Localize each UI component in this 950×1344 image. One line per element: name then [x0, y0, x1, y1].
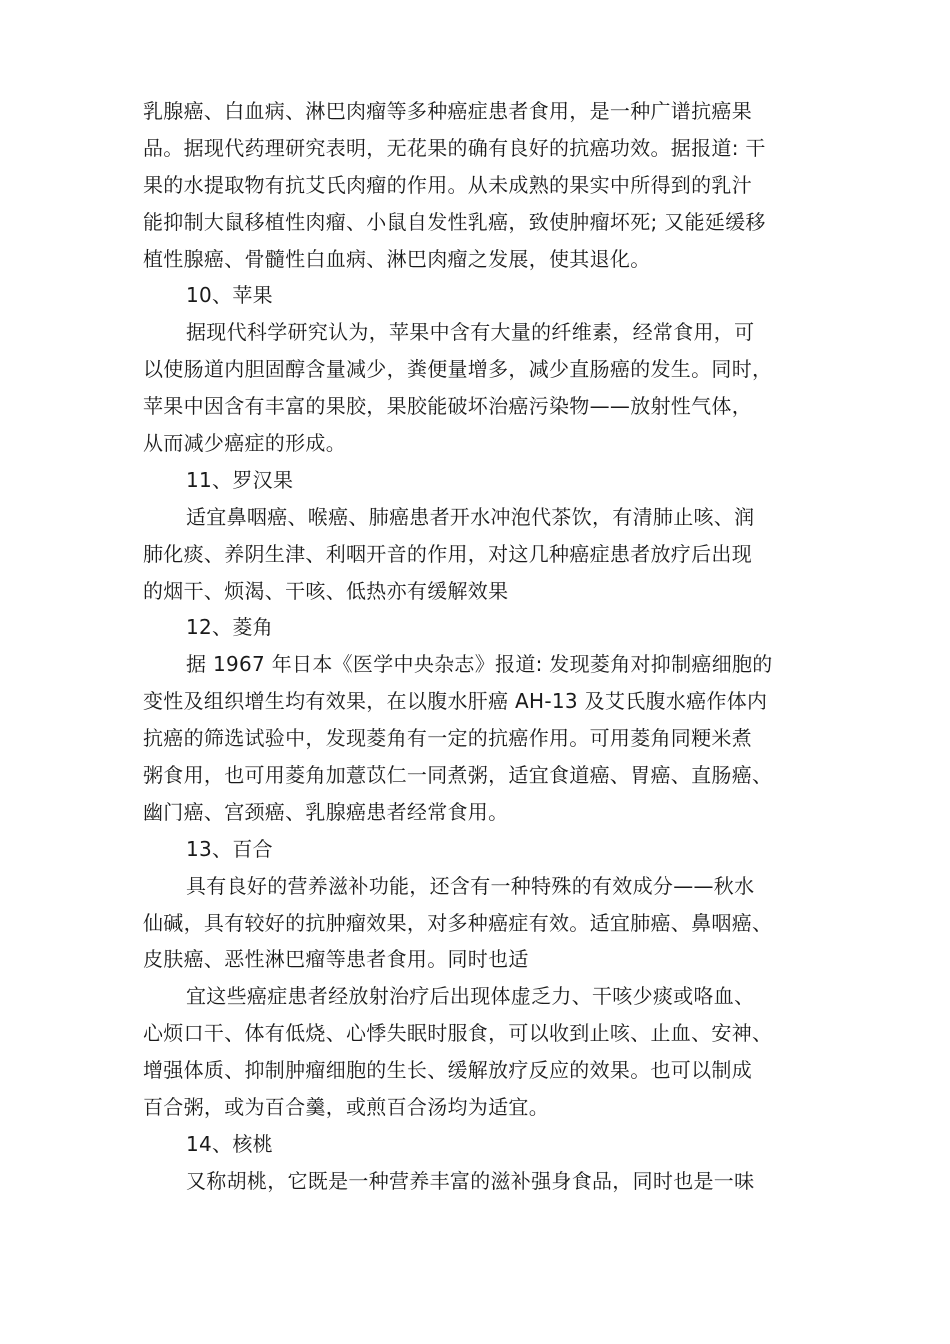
- section-heading-apple: 10、苹果: [186, 283, 273, 308]
- text-line: 宜这些癌症患者经放射治疗后出现体虚乏力、干咳少痰或咯血、: [186, 984, 755, 1009]
- text-line: 苹果中因含有丰富的果胶，果胶能破坏治癌污染物——放射性气体，: [143, 394, 752, 419]
- text-line: 皮肤癌、恶性淋巴瘤等患者食用。同时也适: [143, 947, 529, 972]
- text-line: 能抑制大鼠移植性肉瘤、小鼠自发性乳癌，致使肿瘤坏死; 又能延缓移: [143, 209, 766, 234]
- section-heading-walnut: 14、核桃: [186, 1131, 273, 1156]
- text-line: 抗癌的筛选试验中，发现菱角有一定的抗癌作用。可用菱角同粳米煮: [143, 726, 752, 751]
- text-line: 肺化痰、养阴生津、利咽开音的作用，对这几种癌症患者放疗后出现: [143, 541, 752, 566]
- section-heading-lily: 13、百合: [186, 836, 273, 861]
- text-line: 从而减少癌症的形成。: [143, 431, 346, 456]
- text-line: 增强体质、抑制肿瘤细胞的生长、缓解放疗反应的效果。也可以制成: [143, 1058, 752, 1083]
- text-line: 仙碱，具有较好的抗肿瘤效果，对多种癌症有效。适宜肺癌、鼻咽癌、: [143, 910, 773, 935]
- text-line: 据现代科学研究认为，苹果中含有大量的纤维素，经常食用，可: [186, 320, 755, 345]
- text-line: 乳腺癌、白血病、淋巴肉瘤等多种癌症患者食用，是一种广谱抗癌果: [143, 99, 752, 123]
- section-heading-water-chestnut: 12、菱角: [186, 615, 273, 640]
- text-line: 的烟干、烦渴、干咳、低热亦有缓解效果: [143, 578, 509, 603]
- text-line: 据 1967 年日本《医学中央杂志》报道: 发现菱角对抑制癌细胞的: [186, 652, 773, 677]
- text-line: 品。据现代药理研究表明，无花果的确有良好的抗癌功效。据报道: 干: [143, 135, 766, 160]
- section-heading-luohanguo: 11、罗汉果: [186, 467, 294, 492]
- text-line: 植性腺癌、骨髓性白血病、淋巴肉瘤之发展，使其退化。: [143, 246, 651, 271]
- text-line: 又称胡桃，它既是一种营养丰富的滋补强身食品，同时也是一味: [186, 1168, 755, 1193]
- text-line: 粥食用，也可用菱角加薏苡仁一同煮粥，适宜食道癌、胃癌、直肠癌、: [143, 763, 773, 788]
- text-line: 变性及组织增生均有效果，在以腹水肝癌 AH-13 及艾氏腹水癌作体内: [143, 689, 768, 714]
- text-line: 果的水提取物有抗艾氏肉瘤的作用。从未成熟的果实中所得到的乳汁: [143, 172, 752, 197]
- text-line: 以使肠道内胆固醇含量减少，粪便量增多，减少直肠癌的发生。同时，: [143, 357, 773, 382]
- text-line: 适宜鼻咽癌、喉癌、肺癌患者开水冲泡代茶饮，有清肺止咳、润: [186, 504, 755, 529]
- text-line: 具有良好的营养滋补功能，还含有一种特殊的有效成分——秋水: [186, 873, 755, 898]
- text-line: 心烦口干、体有低烧、心悸失眠时服食，可以收到止咳、止血、安神、: [143, 1021, 773, 1046]
- text-line: 幽门癌、宫颈癌、乳腺癌患者经常食用。: [143, 799, 509, 824]
- text-line: 百合粥，或为百合羹，或煎百合汤均为适宜。: [143, 1095, 549, 1120]
- body-text: [143, 93, 815, 1200]
